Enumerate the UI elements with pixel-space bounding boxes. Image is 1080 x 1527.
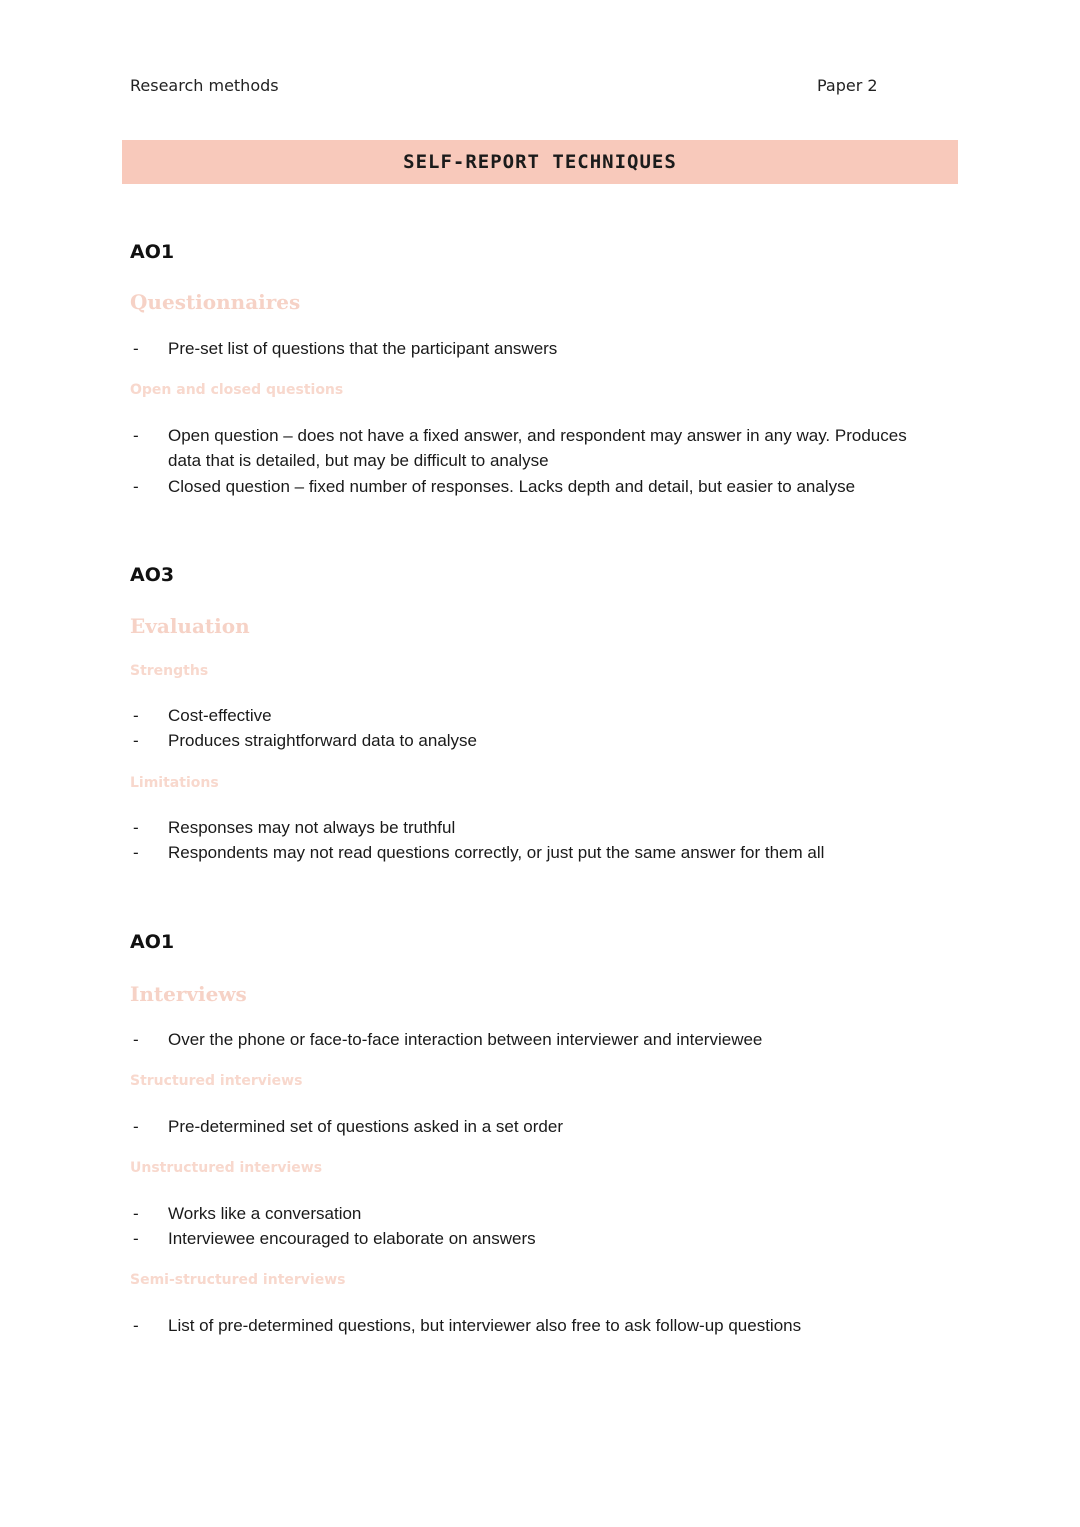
page-title: SELF-REPORT TECHNIQUES	[403, 151, 677, 173]
list-item-text: Respondents may not read questions correctly, or just put the same answer for them all	[168, 843, 825, 862]
bullet-marker: -	[133, 731, 139, 750]
list-item	[133, 1226, 938, 1251]
list-item-text: Works like a conversation	[168, 1204, 362, 1223]
subheading-structured: Structured interviews	[130, 1073, 303, 1089]
list-item-text: Cost-effective	[168, 706, 272, 725]
list-item-text: Responses may not always be truthful	[168, 818, 456, 837]
bullet-marker: -	[133, 1229, 139, 1248]
list-item	[133, 1027, 938, 1052]
bullet-marker: -	[133, 426, 139, 445]
list-item	[133, 423, 938, 473]
bullet-marker: -	[133, 477, 139, 496]
list-item	[133, 1201, 938, 1226]
list-item-text: Pre-determined set of questions asked in a set order	[168, 1117, 563, 1136]
list-item-text: Pre-set list of questions that the participant answers	[168, 339, 558, 358]
bullet-marker: -	[133, 339, 139, 358]
subheading-strengths: Strengths	[130, 663, 209, 679]
list-item	[133, 703, 938, 728]
assessment-objective-heading: AO3	[130, 564, 175, 586]
list-item-text: List of pre-determined questions, but interviewer also free to ask follow-up questions	[168, 1316, 802, 1335]
list-item	[133, 1114, 938, 1139]
list-item	[133, 474, 938, 499]
subheading-limitations: Limitations	[130, 775, 219, 791]
assessment-objective-heading: AO1	[130, 931, 175, 953]
list-item	[133, 1313, 938, 1338]
document-header-right: Paper 2	[817, 76, 878, 95]
bullet-marker: -	[133, 843, 139, 862]
subheading-unstructured: Unstructured interviews	[130, 1160, 323, 1176]
list-item-text: Closed question – fixed number of responses. Lacks depth and detail, but easier to analyse	[168, 477, 856, 496]
document-header-left: Research methods	[130, 76, 279, 95]
list-item	[133, 840, 938, 865]
bullet-marker: -	[133, 1204, 139, 1223]
list-item-text: Interviewee encouraged to elaborate on answers	[168, 1229, 536, 1248]
subheading-semi-structured: Semi-structured interviews	[130, 1272, 346, 1288]
list-item-text: Open question – does not have a fixed answer, and respondent may answer in any way. Produces data that is detailed, but may be difficult to analyse	[168, 426, 907, 470]
assessment-objective-heading: AO1	[130, 241, 175, 263]
list-item-text: Over the phone or face-to-face interaction between interviewer and interviewee	[168, 1030, 763, 1049]
topic-heading-evaluation: Evaluation	[130, 614, 250, 638]
bullet-marker: -	[133, 1117, 139, 1136]
list-item	[133, 815, 938, 840]
topic-heading-interviews: Interviews	[130, 982, 247, 1006]
topic-heading-questionnaires: Questionnaires	[130, 290, 301, 314]
bullet-marker: -	[133, 706, 139, 725]
list-item-text: Produces straightforward data to analyse	[168, 731, 478, 750]
bullet-marker: -	[133, 1030, 139, 1049]
list-item	[133, 336, 938, 361]
bullet-marker: -	[133, 1316, 139, 1335]
bullet-marker: -	[133, 818, 139, 837]
subheading-open-closed: Open and closed questions	[130, 382, 344, 398]
title-banner	[122, 140, 958, 184]
list-item	[133, 728, 938, 753]
